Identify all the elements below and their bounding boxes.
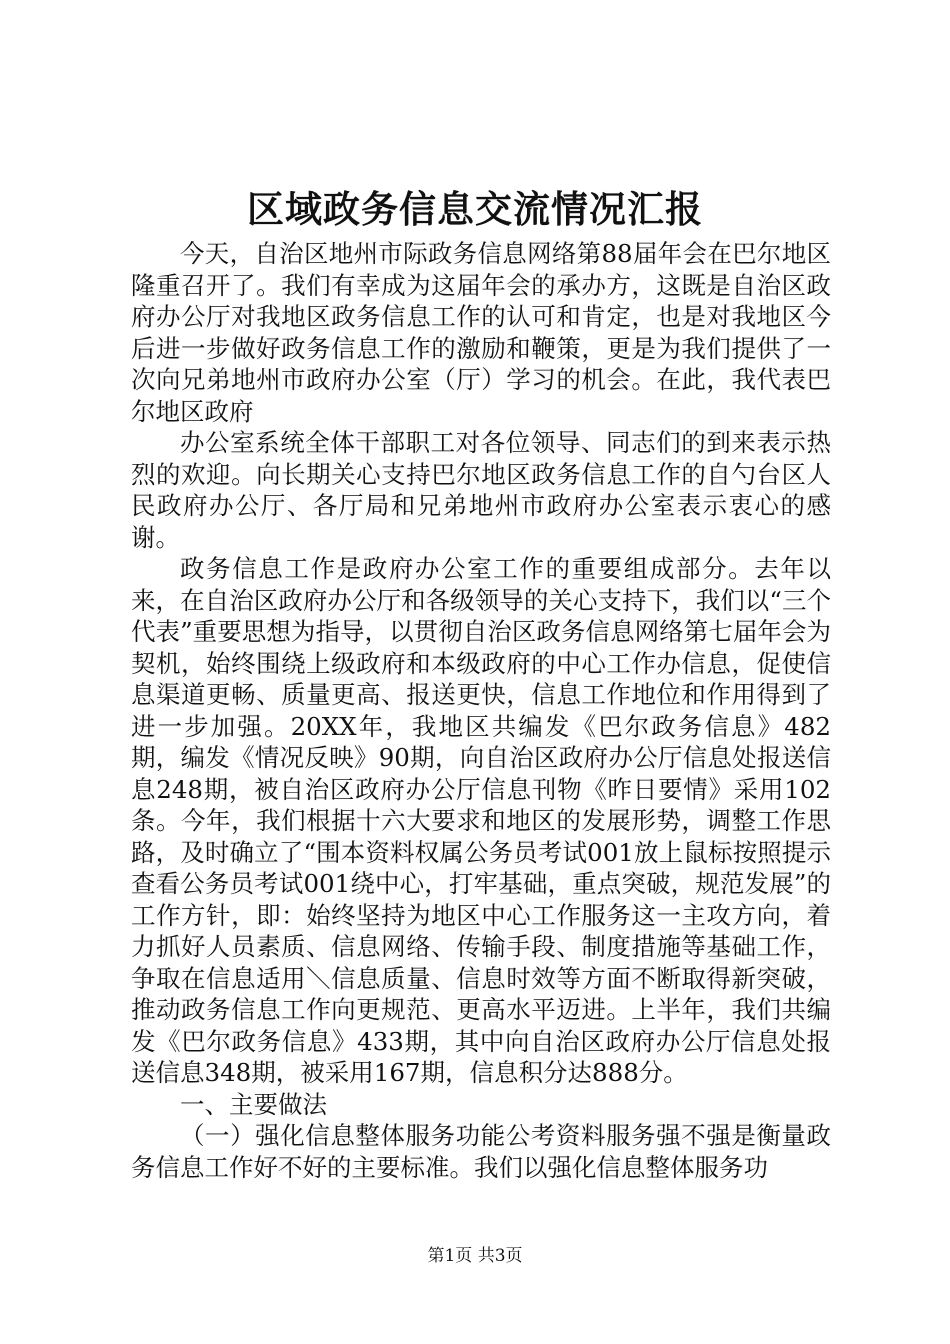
document-body [131, 238, 831, 1183]
paragraph-2: 办公室系统全体干部职工对各位领导、同志们的到来表示热烈的欢迎。向长期关心支持巴尔地区政务信息工作的自勺台区人民政府办公厅、各厅局和兄弟地州市政府办公室表示衷心的感谢。 [131, 428, 831, 552]
document-title: 区域政务信息交流情况汇报 [247, 187, 703, 231]
page-number-footer: 第1页 共3页 [427, 1246, 523, 1266]
paragraph-4: （一）强化信息整体服务功能公考资料服务强不强是衡量政务信息工作好不好的主要标准。我们以强化信息整体服务功 [131, 1121, 831, 1182]
paragraph-3: 政务信息工作是政府办公室工作的重要组成部分。去年以来，在自治区政府办公厅和各级领导的关心支持下，我们以“三个代表”重要思想为指导，以贯彻自治区政务信息网络第七届年会为契机，始终围绕上级政府和本级政府的中心工作办信息，促使信息渠道更畅、质量更高、报送更快，信息工作地位和作用得到了进一步加强。20XX年，我地区共编发《巴尔政务信息》482期，编发《情况反映》90期，向自治区政府办公厅信息处报送信息248期，被自治区政府办公厅信息刊物《昨日要情》采用102条。今年，我们根据十六大要求和地区的发展形势，调整工作思路，及时确立了“围本资料权属公务员考试001放上鼠标按照提示查看公务员考试001绕中心，打牢基础，重点突破，规范发展”的工作方针，即：始终坚持为地区中心工作服务这一主攻方向，着力抓好人员素质、信息网络、传输手段、制度措施等基础工作，争取在信息适用＼信息质量、信息时效等方面不断取得新突破，推动政务信息工作向更规范、更高水平迈进。上半年，我们共编发《巴尔政务信息》433期，其中向自治区政府办公厅信息处报送信息348期，被采用167期，信息积分达888分。 [131, 554, 831, 1087]
paragraph-1: 今天，自治区地州市际政务信息网络第88届年会在巴尔地区隆重召开了。我们有幸成为这届年会的承办方，这既是自治区政府办公厅对我地区政务信息工作的认可和肯定，也是对我地区今后进一步做好政务信息工作的激励和鞭策，更是为我们提供了一次向兄弟地州市政府办公室（厅）学习的机会。在此，我代表巴尔地区政府 [131, 239, 831, 426]
section-heading: 一、主要做法 [180, 1089, 327, 1119]
